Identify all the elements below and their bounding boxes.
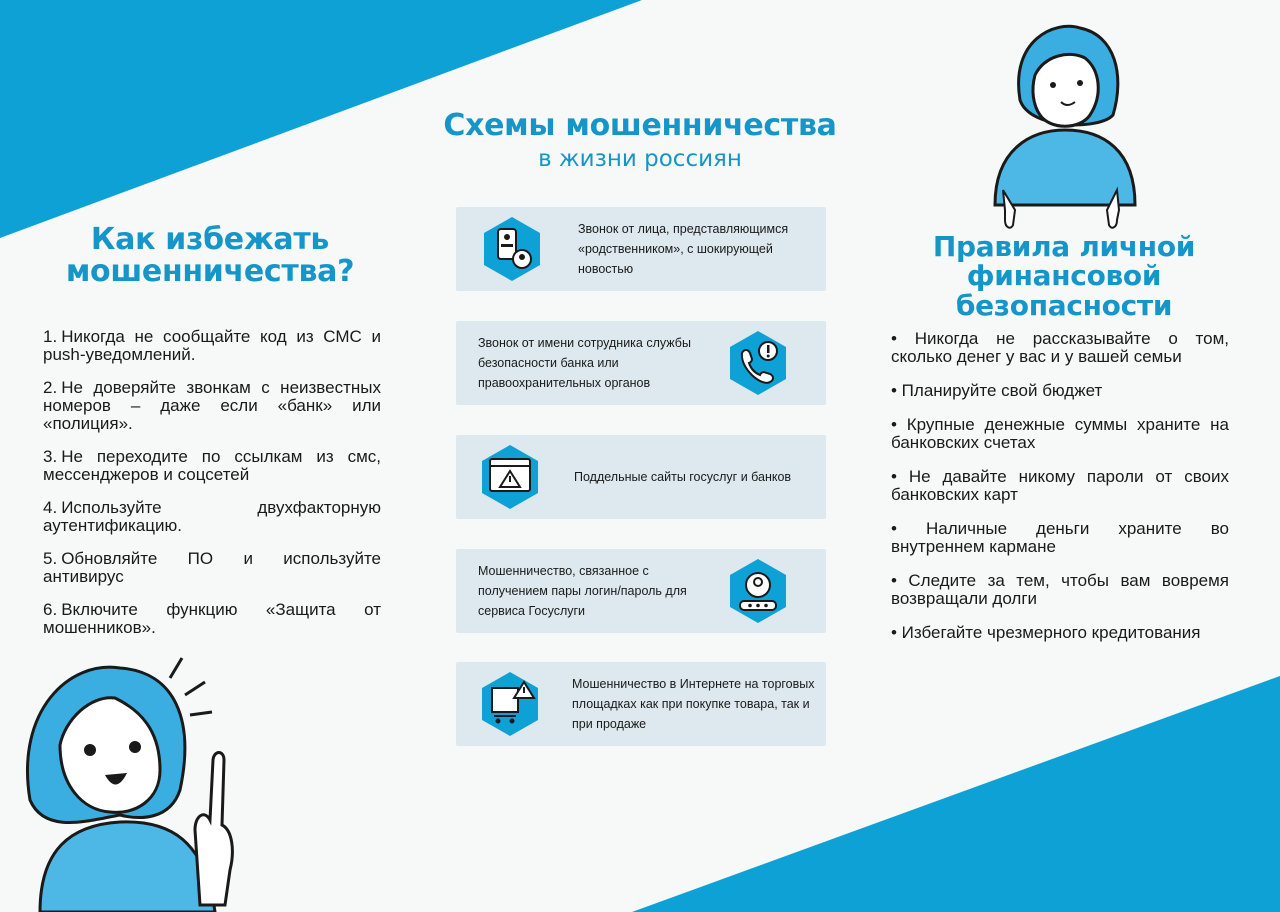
list-item: • Планируйте свой бюджет — [891, 381, 1103, 400]
scheme-card-gosuslugi-login — [456, 549, 826, 633]
list-item: • Наличные деньги храните во внутреннем кармане — [891, 519, 1229, 556]
scheme-card-marketplace — [456, 662, 826, 746]
center-section-title: Схемы мошенничества — [443, 108, 837, 143]
list-item: 1. Никогда не сообщайте код из СМС и push-уведомлений. — [43, 327, 381, 364]
list-item: • Крупные денежные суммы храните на банковских счетах — [891, 415, 1229, 452]
tips-list — [43, 328, 381, 652]
scheme-card-text: Звонок от имени сотрудника службы безопасности банка или правоохранительных органов — [478, 336, 691, 390]
shopping-cart-warning-icon — [476, 670, 544, 738]
scheme-card-fake-sites — [456, 435, 826, 519]
phone-alert-icon — [724, 329, 792, 397]
right-section-title: Правила личной финансовой безопасности — [932, 230, 1196, 322]
rules-list — [891, 330, 1229, 658]
woman-pointing-up-illustration — [10, 650, 260, 912]
fake-website-icon — [476, 443, 544, 511]
list-item: • Следите за тем, чтобы вам вовремя возвращали долги — [891, 571, 1229, 608]
scheme-card-text: Поддельные сайты госуслуг и банков — [574, 470, 792, 484]
scheme-card-text: Мошенничество, связанное с получением пары логин/пароль для сервиса Госуслуги — [478, 564, 687, 618]
list-item: • Не давайте никому пароли от своих банковских карт — [891, 467, 1229, 504]
phone-contact-icon — [478, 215, 546, 283]
center-section-subtitle: в жизни россиян — [538, 146, 742, 172]
list-item: 6. Включите функцию «Защита от мошенников». — [43, 600, 381, 637]
scheme-card-text: Мошенничество в Интернете на торговых площадках как при покупке товара, так и при продаже — [572, 677, 815, 731]
list-item: • Избегайте чрезмерного кредитования — [891, 623, 1201, 642]
woman-pointing-down-illustration — [985, 20, 1145, 230]
scheme-card-relative-call — [456, 207, 826, 291]
list-item: 5. Обновляйте ПО и используйте антивирус — [43, 549, 381, 586]
list-item: • Никогда не рассказывайте о том, сколько денег у вас и у вашей семьи — [891, 329, 1229, 366]
scheme-card-bank-security-call — [456, 321, 826, 405]
list-item: 4. Используйте двухфакторную аутентификацию. — [43, 498, 381, 535]
user-login-icon — [724, 557, 792, 625]
scheme-card-text: Звонок от лица, представляющимся «родственником», с шокирующей новостью — [578, 222, 789, 276]
list-item: 3. Не переходите по ссылкам из смс, мессенджеров и соцсетей — [43, 447, 381, 484]
list-item: 2. Не доверяйте звонкам с неизвестных номеров – даже если «банк» или «полиция». — [43, 378, 381, 433]
left-section-title: Как избежать мошенничества? — [65, 222, 355, 289]
